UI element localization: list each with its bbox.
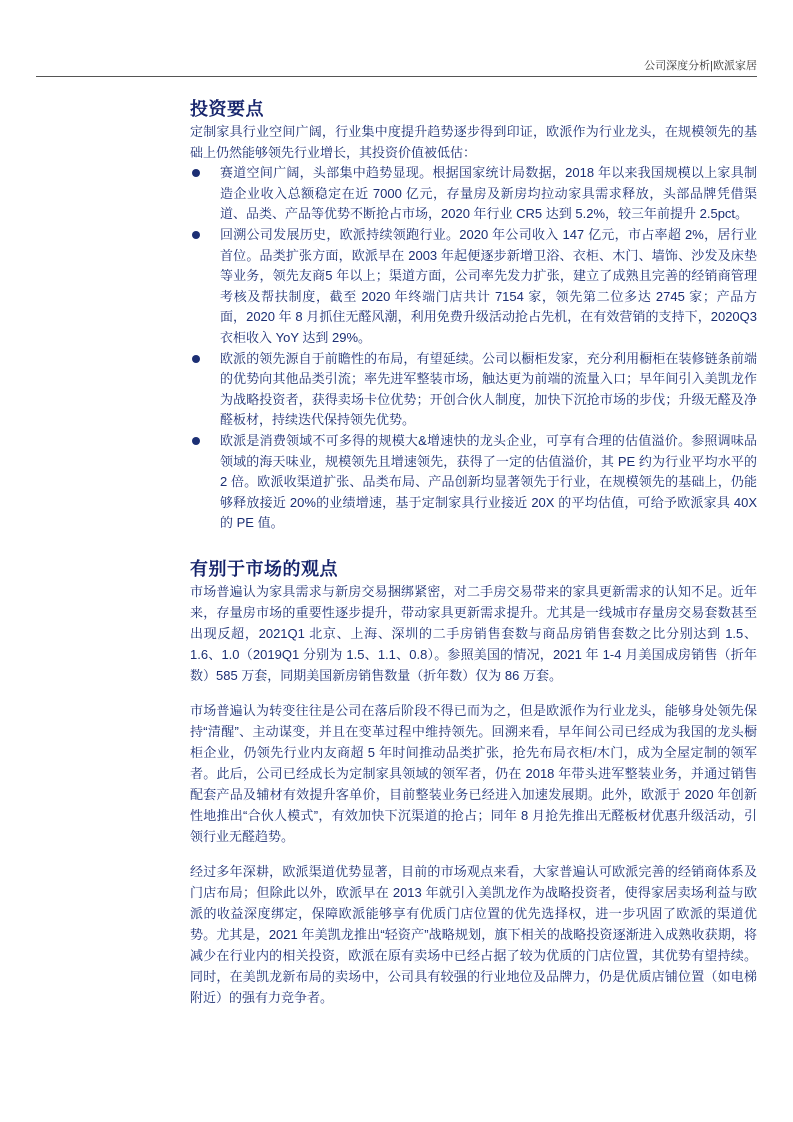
body-paragraph: 市场普遍认为转变往往是公司在落后阶段不得已而为之，但是欧派作为行业龙头，能够身处领先保持“清醒”、主动谋变，并且在变革过程中维持领先。回溯来看，早年间公司已经成为我国的龙头橱柜企业，仍领先行业内友商超 5 年时间推动品类扩张，抢先布局衣柜/木门，成为全屋定制的领军者。此后，公司已经成长为定制家具领域的领军者，仍在 2018 年带头进军整装业务，并通过销售配套产品及辅材有效提升客单价，目前整装业务已经进入加速发展期。此外，欧派于 2020 年创新性地推出“合伙人模式”，有效加快下沉渠道的抢占；同年 8 月抢先推出无醛板材优惠升级活动，引领行业无醛趋势。: [190, 702, 757, 844]
bullet-item: [190, 225, 757, 349]
bullet-item: [190, 163, 757, 225]
bullet-icon: [192, 169, 200, 177]
bullet-icon: [192, 437, 200, 445]
body-paragraph: 经过多年深耕，欧派渠道优势显著，目前的市场观点来看，大家普遍认可欧派完善的经销商体系及门店布局；但除此以外，欧派早在 2013 年就引入美凯龙作为战略投资者，使得家居卖场利益与欧派的收益深度绑定，保障欧派能够享有优质门店位置的优先选择权，进一步巩固了欧派的渠道优势。尤其是，2021 年美凯龙推出“轻资产”战略规划，旗下相关的战略投资逐渐进入成熟收获期，将减少在行业内的相关投资，欧派在原有卖场中已经占据了较为优质的门店位置，其优势有望持续。同时，在美凯龙新布局的卖场中，公司具有较强的行业地位及品牌力，仍是优质店铺位置（如电梯附近）的强有力竞争者。: [190, 863, 757, 1005]
bullet-icon: [192, 355, 200, 363]
bullet-text: 欧派的领先源自于前瞻性的布局，有望延续。公司以橱柜发家，充分利用橱柜在装修链条前端的优势向其他品类引流；率先进军整装市场，触达更为前端的流量入口；早年间引入美凯龙作为战略投资者，获得卖场卡位优势；开创合伙人制度，加快下沉抢市场的步伐；升级无醛及净醛板材，持续迭代保持领先优势。: [220, 350, 757, 428]
page-header-title: 公司深度分析|欧派家居: [644, 60, 757, 72]
page-content: [190, 97, 757, 1008]
bullet-item: [190, 349, 757, 431]
bullet-text: 欧派是消费领域不可多得的规模大&增速快的龙头企业，可享有合理的估值溢价。参照调味品领域的海天味业，规模领先且增速领先，获得了一定的估值溢价，其 PE 约为行业平均水平的 2 倍。欧派收渠道扩张、品类布局、产品创新均显著领先于行业，在规模领先的基础上，仍能够释放接近 20%的业绩增速，基于定制家具行业接近 20X 的平均估值，可给予欧派家具 40X 的 PE 值。: [220, 432, 757, 531]
market-view-section: [190, 557, 757, 1008]
header-rule: [36, 76, 757, 77]
bullet-list: [190, 163, 757, 534]
bullet-text: 赛道空间广阔，头部集中趋势显现。根据国家统计局数据，2018 年以来我国规模以上家具制造企业收入总额稳定在近 7000 亿元，存量房及新房均拉动家具需求释放，头部品牌凭借渠道、品类、产品等优势不断抢占市场，2020 年行业 CR5 达到 5.2%，较三年前提升 2.5pct。: [220, 165, 757, 222]
intro-paragraph: 定制家具行业空间广阔，行业集中度提升趋势逐步得到印证，欧派作为行业龙头，在规模领先的基础上仍然能够领先行业增长，其投资价值被低估：: [190, 124, 757, 160]
bullet-item: [190, 431, 757, 534]
section-title-market-view: 有别于市场的观点: [190, 558, 338, 579]
bullet-text: 回溯公司发展历史，欧派持续领跑行业。2020 年公司收入 147 亿元，市占率超 2%，居行业首位。品类扩张方面，欧派早在 2003 年起便逐步新增卫浴、衣柜、木门、墙饰、沙发及床垫等业务，领先友商5 年以上；渠道方面，公司率先发力扩张，建立了成熟且完善的经销商管理考核及帮扶制度，截至 2020 年终端门店共计 7154 家，领先第二位多达 2745 家；产品方面，2020 年 8 月抓住无醛风潮，利用免费升级活动抢占先机，在有效营销的支持下，2020Q3 衣柜收入 YoY 达到 29%。: [220, 226, 757, 345]
section-title-investment-highlights: 投资要点: [190, 99, 264, 119]
bullet-icon: [192, 231, 200, 239]
investment-highlights-section: [190, 97, 757, 534]
body-paragraph: 市场普遍认为家具需求与新房交易捆绑紧密，对二手房交易带来的家具更新需求的认知不足。近年来，存量房市场的重要性逐步提升，带动家具更新需求提升。尤其是一线城市存量房交易套数甚至出现反超，2021Q1 北京、上海、深圳的二手房销售套数与商品房销售套数之比分别达到 1.5、1.6、1.0（2019Q1 分别为 1.5、1.1、0.8）。参照美国的情况，2021 年 1-4 月美国成房销售（折年数）585 万套，同期美国新房销售数量（折年数）仅为 86 万套。: [190, 583, 757, 683]
